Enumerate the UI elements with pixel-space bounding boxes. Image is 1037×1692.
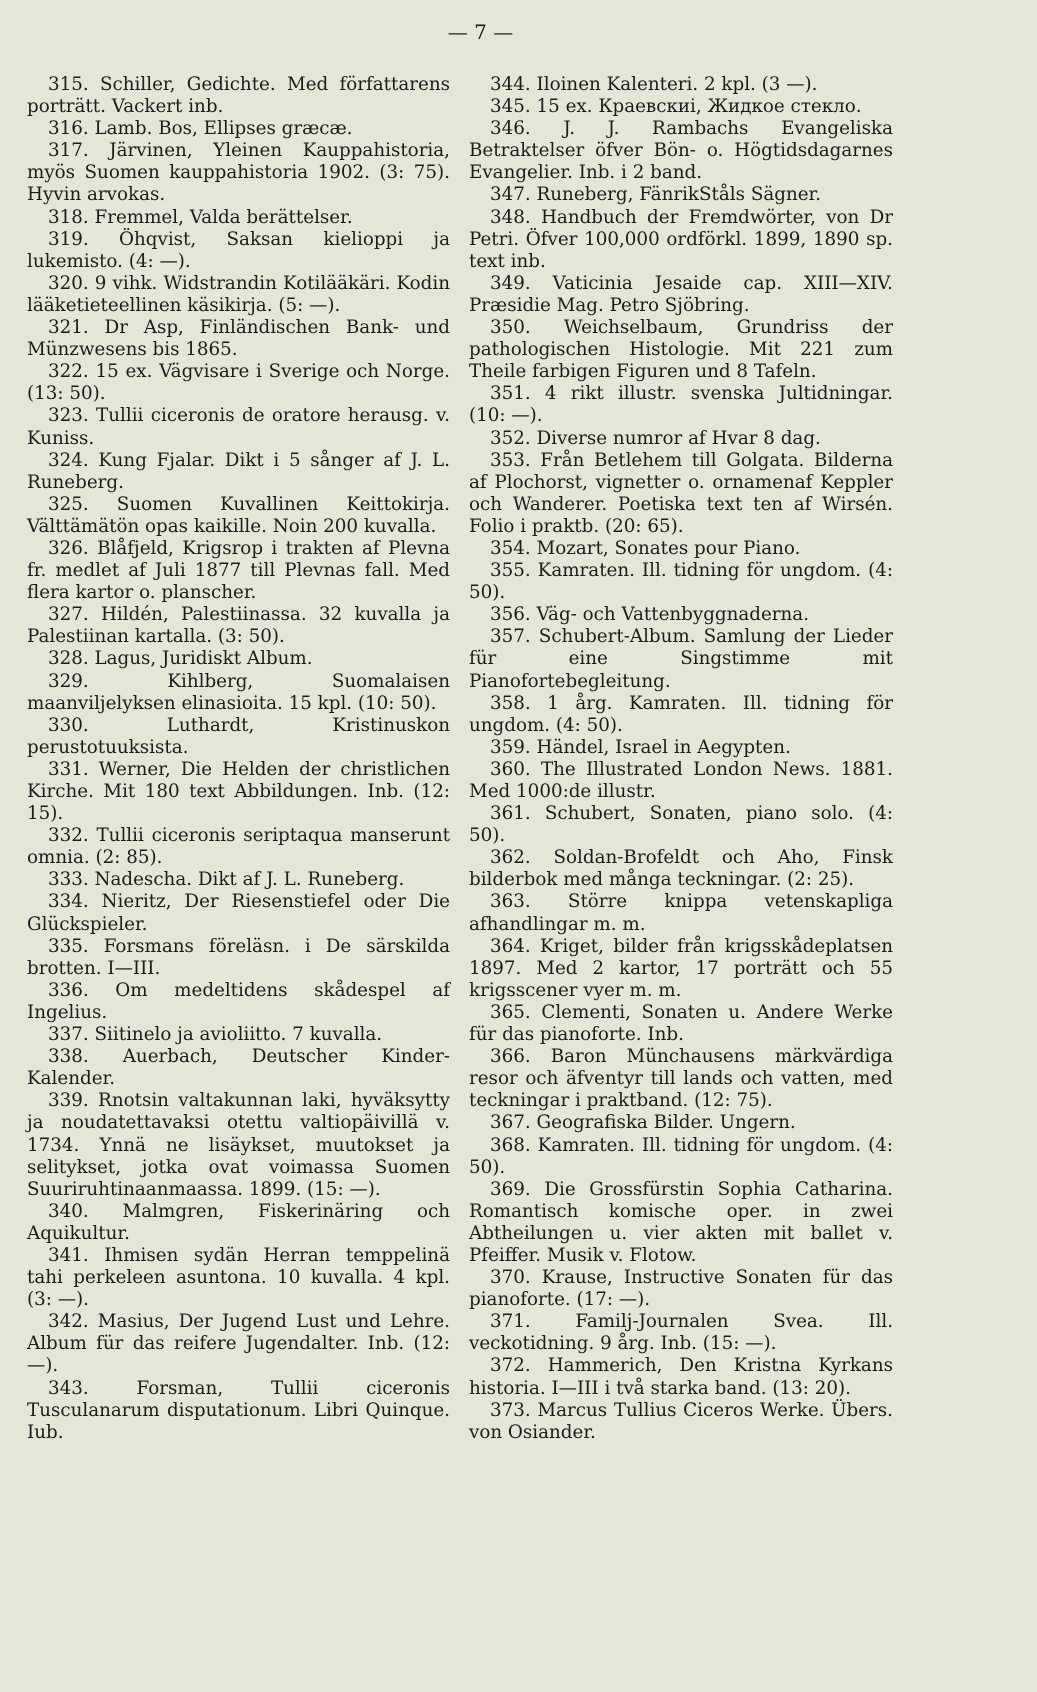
catalog-entry: 361. Schubert, Sonaten, piano solo. (4: 50).	[469, 803, 893, 847]
catalog-entry: 350. Weichselbaum, Grundriss der pathologischen Histologie. Mit 221 zum Theile farbigen Figuren und 8 Tafeln.	[469, 317, 893, 383]
catalog-entry: 327. Hildén, Palestiinassa. 32 kuvalla ja Palestiinan kartalla. (3: 50).	[27, 604, 450, 648]
catalog-entry: 366. Baron Münchausens märkvärdiga resor och äfventyr till lands och vatten, med teckningar i praktband. (12: 75).	[469, 1046, 893, 1112]
catalog-entry: 370. Krause, Instructive Sonaten für das pianoforte. (17: —).	[469, 1267, 893, 1311]
catalog-entry: 342. Masius, Der Jugend Lust und Lehre. Album für das reifere Jugendalter. Inb. (12: —).	[27, 1311, 450, 1377]
catalog-entry: 360. The Illustrated London News. 1881. Med 1000:de illustr.	[469, 758, 893, 802]
catalog-entry: 368. Kamraten. Ill. tidning för ungdom. (4: 50).	[469, 1134, 893, 1178]
catalog-entry: 336. Om medeltidens skådespel af Ingelius.	[27, 979, 450, 1023]
catalog-entry: 349. Vaticinia Jesaide cap. XIII—XIV. Præsidie Mag. Petro Sjöbring.	[469, 272, 893, 316]
catalog-entry: 373. Marcus Tullius Ciceros Werke. Übers. von Osiander.	[469, 1399, 893, 1443]
catalog-entry: 340. Malmgren, Fiskerinäring och Aquikultur.	[27, 1200, 450, 1244]
catalog-entry: 371. Familj-Journalen Svea. Ill. veckotidning. 9 årg. Inb. (15: —).	[469, 1311, 893, 1355]
catalog-entry: 337. Siitinelo ja avioliitto. 7 kuvalla.	[48, 1024, 383, 1046]
catalog-entry: 317. Järvinen, Yleinen Kauppahistoria, myös Suomen kauppahistoria 1902. (3: 75). Hyvin arvokas.	[27, 140, 450, 206]
catalog-entry: 339. Rnotsin valtakunnan laki, hyväksytty ja noudatettavaksi otettu valtiopäivillä v. 1734. Ynnä ne lisäykset, muutokset ja selitykset, jotka ovat voimassa Suomen Suuriruhtinaanmaassa. 1899. (15: —).	[27, 1090, 450, 1200]
catalog-entry: 344. Iloinen Kalenteri. 2 kpl. (3 —).	[490, 74, 818, 95]
catalog-entry: 365. Clementi, Sonaten u. Andere Werke für das pianoforte. Inb.	[469, 1001, 893, 1046]
catalog-entry: 362. Soldan-Brofeldt och Aho, Finsk bilderbok med många teckningar. (2: 25).	[469, 847, 893, 891]
catalog-entry: 326. Blåfjeld, Krigsrop i trakten af Plevna fr. medlet af Juli 1877 till Plevnas fall. Med flera kartor o. planscher.	[27, 537, 450, 604]
catalog-entry: 328. Lagus, Juridiskt Album.	[48, 648, 313, 670]
catalog-entry: 323. Tullii ciceronis de oratore herausg. v. Kuniss.	[27, 405, 450, 449]
catalog-entry: 338. Auerbach, Deutscher Kinder-Kalender.	[27, 1046, 450, 1090]
catalog-entry: 335. Forsmans föreläsn. i De särskilda brotten. I—III.	[27, 935, 450, 979]
catalog-entry: 320. 9 vihk. Widstrandin Kotilääkäri. Kodin lääketieteellinen käsikirja. (5: —).	[27, 272, 450, 316]
catalog-entry: 347. Runeberg, FänrikStåls Sägner.	[490, 184, 822, 206]
catalog-entry: 356. Väg- och Vattenbyggnaderna.	[490, 604, 810, 626]
catalog-entry: 341. Ihmisen sydän Herran temppelinä tahi perkeleen asuntona. 10 kuvalla. 4 kpl. (3: —).	[27, 1244, 450, 1311]
catalog-entry: 348. Handbuch der Fremdwörter, von Dr Petri. Öfver 100,000 ordförkl. 1899, 1890 sp. text inb.	[469, 206, 893, 272]
catalog-entry: 357. Schubert-Album. Samlung der Lieder für eine Singstimme mit Pianofortebegleitung.	[469, 626, 893, 692]
catalog-entry: 363. Större knippa vetenskapliga afhandlingar m. m.	[469, 891, 893, 935]
catalog-entry: 321. Dr Asp, Finländischen Bank- und Münzwesens bis 1865.	[27, 317, 450, 361]
catalog-entry: 331. Werner, Die Helden der christlichen Kirche. Mit 180 text Abbildungen. Inb. (12: 15).	[27, 758, 450, 825]
left-column	[27, 74, 450, 1444]
catalog-entry: 343. Forsman, Tullii ciceronis Tusculanarum disputationum. Libri Quinque. Iub.	[27, 1377, 450, 1443]
catalog-entry: 369. Die Grossfürstin Sophia Catharina. Romantisch komische oper. in zwei Abtheilungen u. vier akten mit ballet v. Pfeiffer. Musik v. Flotow.	[469, 1178, 893, 1266]
catalog-entry: 367. Geografiska Bilder. Ungern.	[490, 1112, 796, 1134]
catalog-entry: 325. Suomen Kuvallinen Keittokirja. Välttämätön opas kaikille. Noin 200 kuvalla.	[27, 493, 450, 537]
catalog-entry: 353. Från Betlehem till Golgata. Bilderna af Plochorst, vignetter o. ornamenaf Keppler och Wanderer. Poetiska text ten af Wirsén. Folio i praktb. (20: 65).	[469, 449, 893, 537]
catalog-entry: 332. Tullii ciceronis seriptaqua manserunt omnia. (2: 85).	[27, 825, 450, 869]
catalog-entry: 346. J. J. Rambachs Evangeliska Betraktelser öfver Bön- o. Högtidsdagarnes Evangelier. Inb. i 2 band.	[469, 118, 893, 184]
catalog-entry: 330. Luthardt, Kristinuskon perustotuuksista.	[27, 714, 450, 758]
catalog-entry: 316. Lamb. Bos, Ellipses græcæ.	[48, 118, 353, 140]
catalog-entry: 322. 15 ex. Vägvisare i Sverige och Norge. (13: 50).	[27, 361, 450, 405]
catalog-entry: 354. Mozart, Sonates pour Piano.	[490, 537, 801, 559]
right-column	[469, 74, 893, 1444]
catalog-entry: 345. 15 ex. Краевскиі, Жидкое стекло.	[490, 96, 862, 118]
catalog-entry: 318. Fremmel, Valda berättelser.	[48, 206, 353, 228]
catalog-entry: 334. Nieritz, Der Riesenstiefel oder Die Glückspieler.	[27, 891, 450, 935]
catalog-entry: 333. Nadescha. Dikt af J. L. Runeberg.	[48, 869, 405, 891]
catalog-entry: 315. Schiller, Gedichte. Med författarens porträtt. Vackert inb.	[27, 74, 450, 118]
catalog-entry: 372. Hammerich, Den Kristna Kyrkans historia. I—III i två starka band. (13: 20).	[469, 1355, 893, 1399]
page-number: — 7 —	[447, 20, 514, 44]
catalog-entry: 324. Kung Fjalar. Dikt i 5 sånger af J. L. Runeberg.	[27, 449, 450, 493]
catalog-entry: 329. Kihlberg, Suomalaisen maanviljelyksen elinasioita. 15 kpl. (10: 50).	[27, 670, 450, 714]
catalog-entry: 319. Öhqvist, Saksan kielioppi ja lukemisto. (4: —).	[27, 228, 450, 272]
catalog-entry: 364. Kriget, bilder från krigsskådeplatsen 1897. Med 2 kartor, 17 porträtt och 55 krigsscener vyer m. m.	[469, 935, 893, 1001]
catalog-entry: 355. Kamraten. Ill. tidning för ungdom. (4: 50).	[469, 560, 893, 604]
catalog-entry: 359. Händel, Israel in Aegypten.	[490, 736, 791, 758]
catalog-entry: 351. 4 rikt illustr. svenska Jultidningar. (10: —).	[469, 383, 893, 427]
catalog-entry: 352. Diverse numror af Hvar 8 dag.	[490, 427, 821, 449]
catalog-entry: 358. 1 årg. Kamraten. Ill. tidning för ungdom. (4: 50).	[469, 692, 893, 736]
